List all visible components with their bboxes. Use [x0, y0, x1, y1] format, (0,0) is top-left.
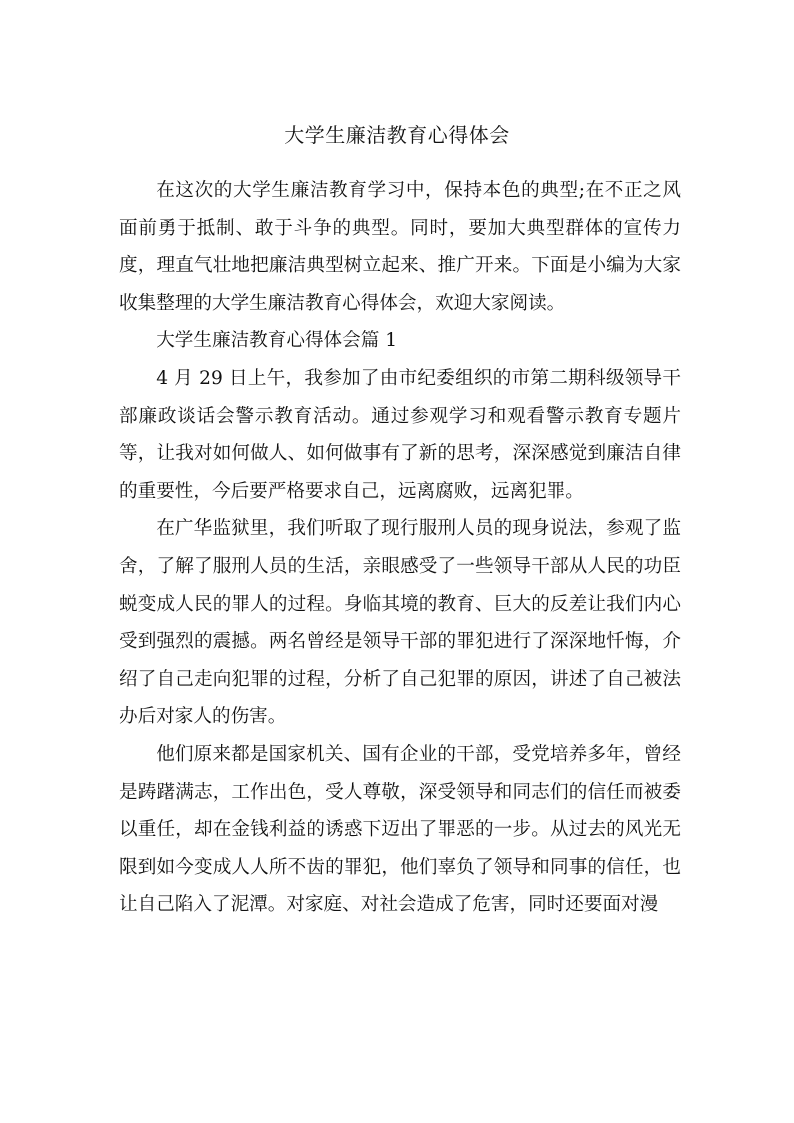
body-paragraph: 4 月 29 日上午，我参加了由市纪委组织的市第二期科级领导干部廉政谈话会警示教育活动。通过参观学习和观看警示教育专题片等，让我对如何做人、如何做事有了新的思考，深深感觉到廉洁自律的重要性，今后要严格要求自己，远离腐败，远离犯罪。	[119, 367, 681, 502]
body-paragraph: 在广华监狱里，我们听取了现行服刑人员的现身说法，参观了监舍，了解了服刑人员的生活，亲眼感受了一些领导干部从人民的功臣蜕变成人民的罪人的过程。身临其境的教育、巨大的反差让我们内心受到强烈的震撼。两名曾经是领导干部的罪犯进行了深深地忏悔，介绍了自己走向犯罪的过程，分析了自己犯罪的原因，讲述了自己被法办后对家人的伤害。	[119, 518, 681, 728]
document-body	[119, 172, 681, 924]
intro-paragraph: 在这次的大学生廉洁教育学习中，保持本色的典型;在不正之风面前勇于抵制、敢于斗争的典型。同时，要加大典型群体的宣传力度，理直气壮地把廉洁典型树立起来、推广开来。下面是小编为大家收集整理的大学生廉洁教育心得体会，欢迎大家阅读。	[119, 180, 681, 314]
document-title: 大学生廉洁教育心得体会	[284, 123, 510, 147]
body-paragraph: 他们原来都是国家机关、国有企业的干部，受党培养多年，曾经是踌躇满志，工作出色，受人尊敬，深受领导和同志们的信任而被委以重任，却在金钱利益的诱惑下迈出了罪恶的一步。从过去的风光无限到如今变成人人所不齿的罪犯，他们辜负了领导和同事的信任，也让自己陷入了泥潭。对家庭、对社会造成了危害，同时还要面对漫	[119, 743, 681, 916]
section-heading: 大学生廉洁教育心得体会篇 1	[156, 330, 398, 352]
